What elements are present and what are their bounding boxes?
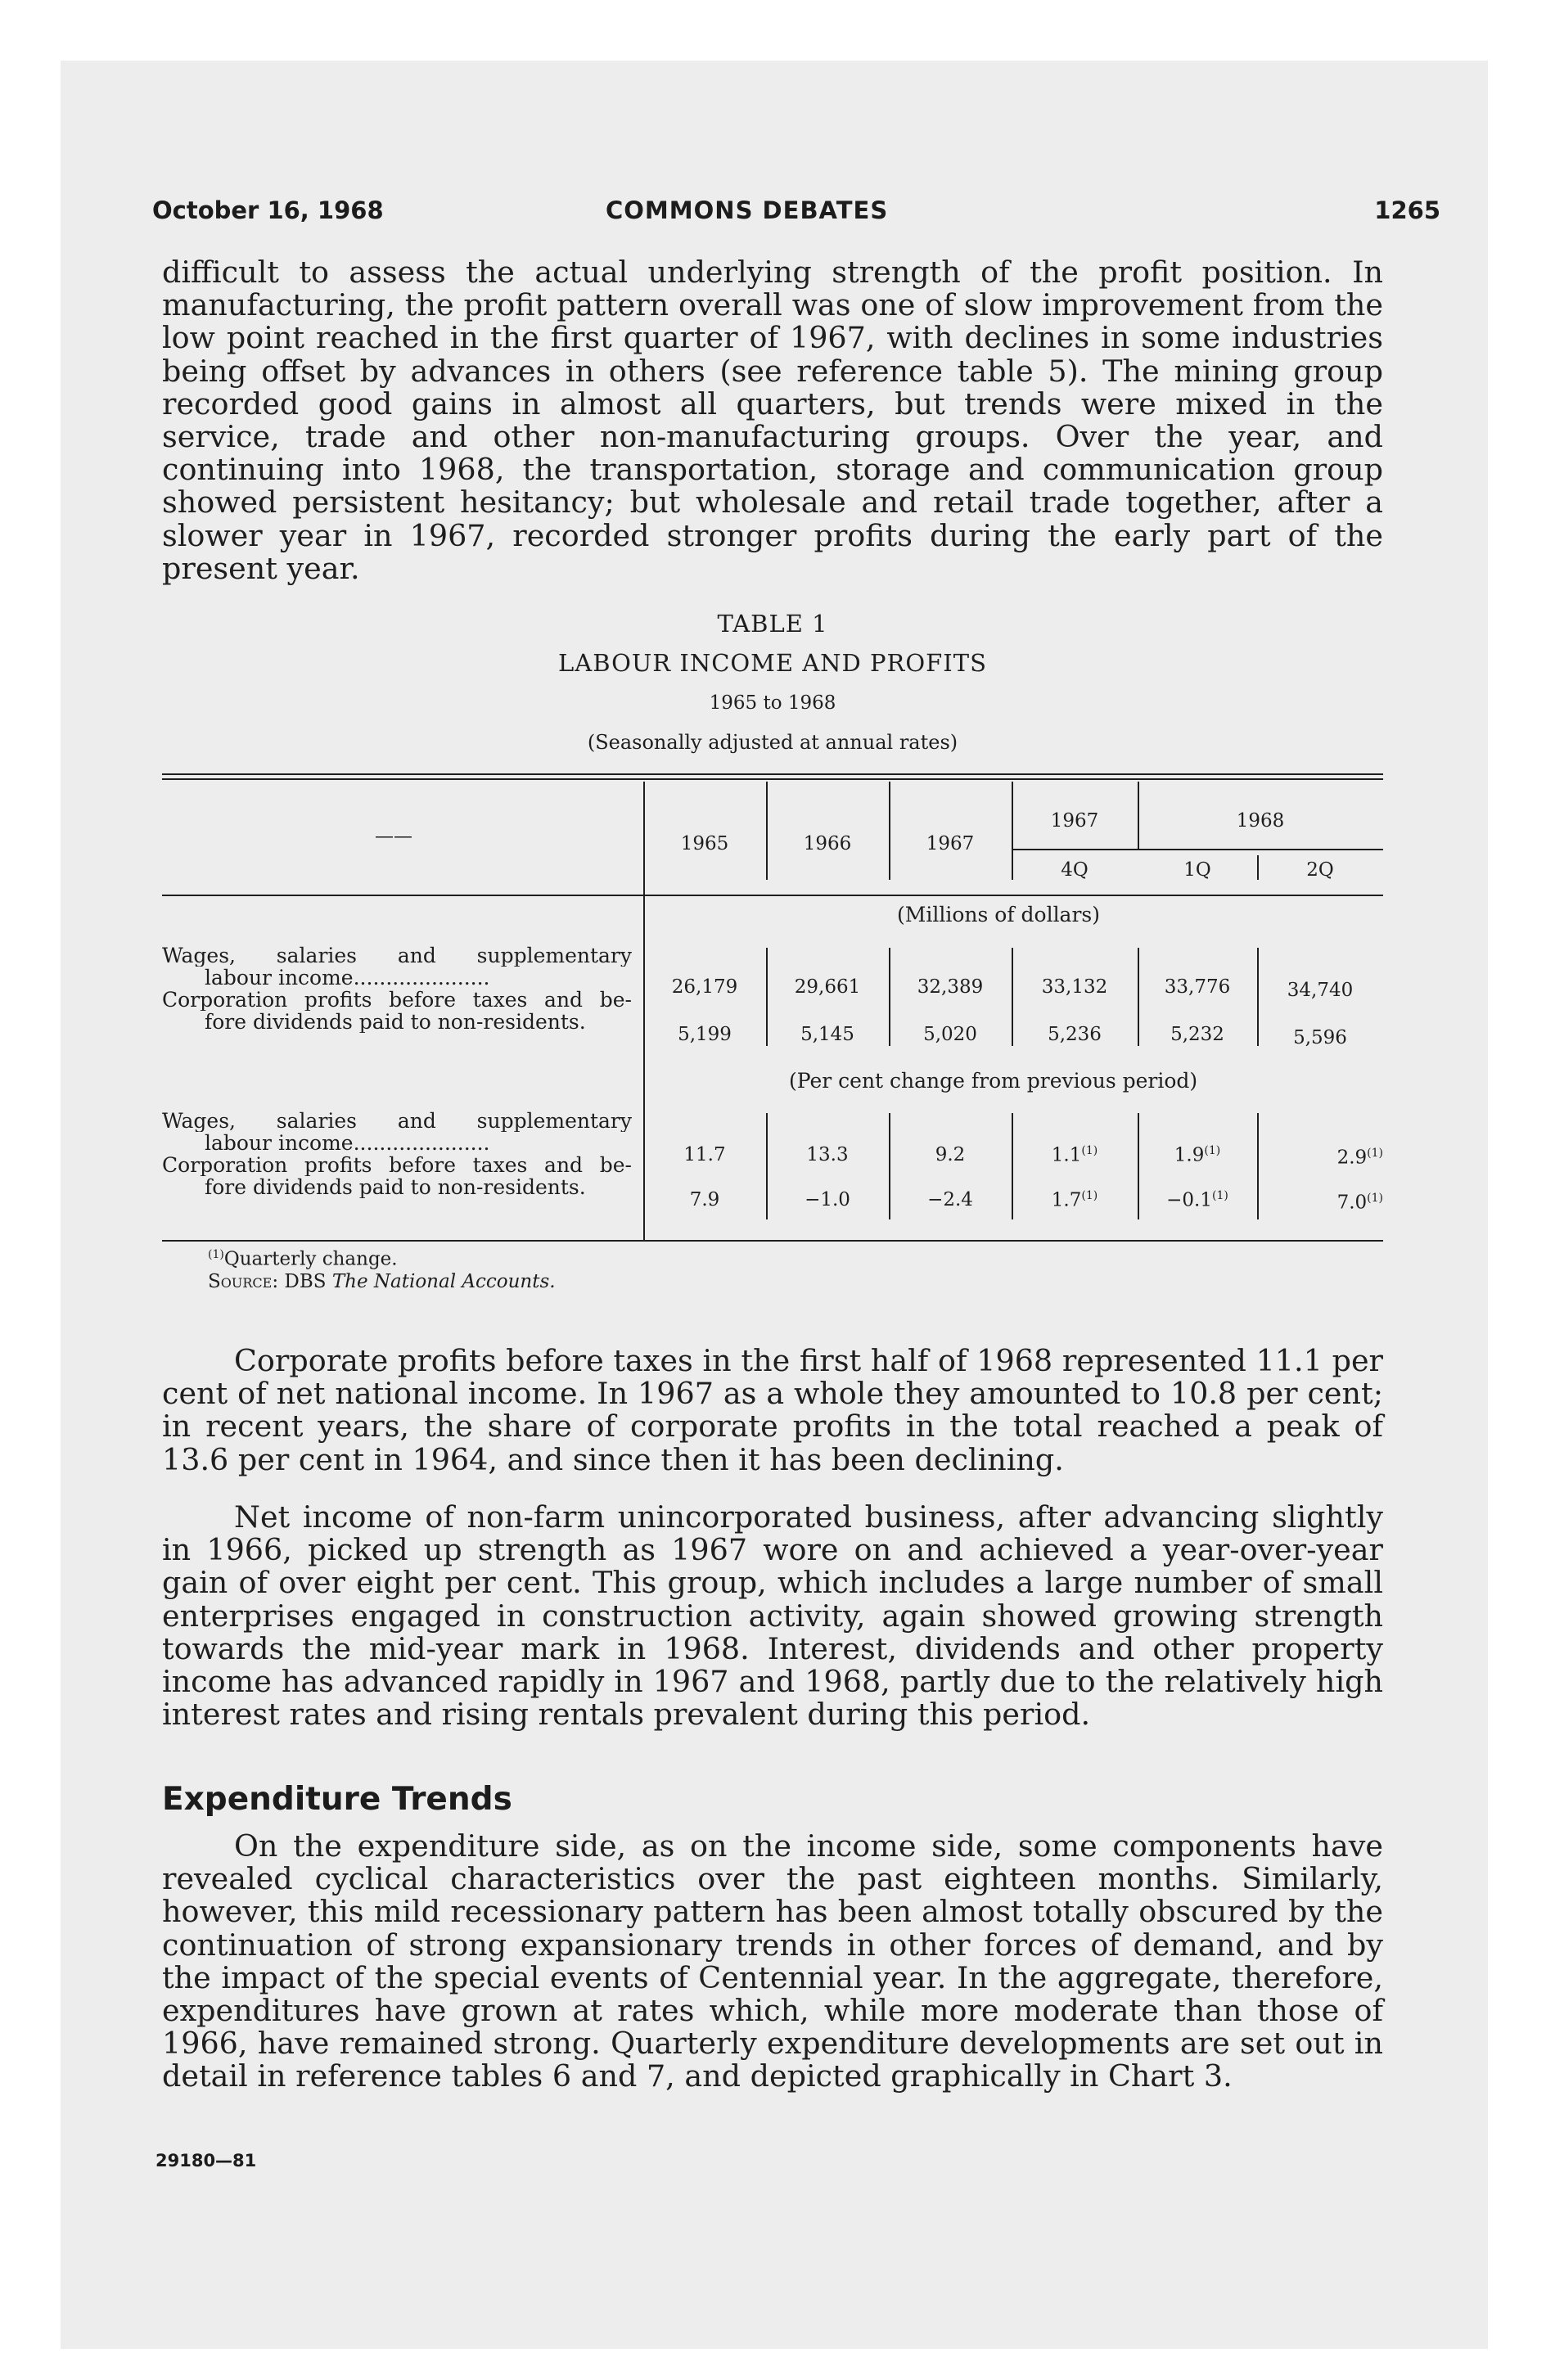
- value: −0.1: [1166, 1189, 1212, 1211]
- unit-label-millions: (Millions of dollars): [897, 903, 1100, 926]
- footnote-marker: (1): [1204, 1144, 1221, 1157]
- cell-wages-1967-4q: 33,132: [1041, 976, 1108, 998]
- cell-wages-1965: 26,179: [671, 976, 738, 998]
- row-label-corp-change-line2: fore dividends paid to non-residents.: [205, 1176, 586, 1198]
- cell-corp-change-1967-4q: [1012, 1189, 1138, 1211]
- row-label-wages: [162, 944, 632, 989]
- footnote-text: Quarterly change.: [223, 1248, 398, 1270]
- section-heading: Expenditure Trends: [162, 1781, 512, 1818]
- table-title: LABOUR INCOME AND PROFITS: [558, 649, 987, 677]
- row-label-corp-change: [162, 1154, 632, 1198]
- row-label-wages-change-line1: Wages, salaries and supplementary: [162, 1110, 632, 1132]
- footnote-marker: (1): [1367, 1147, 1383, 1160]
- header-date: October 16, 1968: [152, 196, 384, 224]
- row-label-wages-line1: Wages, salaries and supplementary: [162, 944, 632, 967]
- cell-corp-1966: 5,145: [800, 1024, 854, 1045]
- table-number: TABLE 1: [717, 610, 828, 638]
- row-label-wages-change-line2: labour income.....................: [205, 1132, 490, 1154]
- cell-corp-1968-2q: 5,596: [1293, 1027, 1347, 1048]
- row-label-corp-line2: fore dividends paid to non-residents.: [205, 1011, 586, 1033]
- cell-wages-change-1965: 11.7: [683, 1144, 726, 1165]
- table-footnote: [208, 1248, 398, 1270]
- paragraph-intro: difficult to assess the actual underlying strength of the profit position. In manufacturing, the profit pattern overall was one of slow improvement from the low point reached in the first quarter of 1967, with declines in some industries being offset by advances in others (see reference table 5). The mining group recorded good gains in almost all quarters, but trends were mixed in the service, trade and other non-manufacturing groups. Over the year, and continuing into 1968, the transportation, storage and communication group showed persistent hesitancy; but wholesale and retail trade together, after a slower year in 1967, recorded stronger profits during the early part of the present year.: [162, 255, 1383, 586]
- source-separator: : DBS: [272, 1271, 332, 1292]
- source-label: Source: [208, 1271, 273, 1292]
- value: 1.1: [1051, 1144, 1082, 1166]
- value: 7.0: [1336, 1192, 1368, 1214]
- table-note: (Seasonally adjusted at annual rates): [587, 731, 958, 754]
- cell-wages-1967: 32,389: [917, 976, 984, 998]
- col-header-1q: 1Q: [1183, 859, 1211, 881]
- source-title: The National Accounts.: [331, 1271, 556, 1292]
- col-header-4q: 4Q: [1061, 859, 1089, 881]
- footnote-marker: (1): [1081, 1189, 1098, 1202]
- table-col-divider-3: [889, 782, 890, 880]
- value: 2.9: [1336, 1147, 1368, 1169]
- cell-wages-change-1966: 13.3: [806, 1144, 849, 1165]
- cell-wages-change-1968-1q: [1138, 1144, 1257, 1166]
- row-label-wages-line2: labour income.....................: [205, 967, 490, 989]
- footnote-marker: (1): [1081, 1144, 1098, 1157]
- header-page-number: 1265: [1374, 196, 1440, 224]
- table-header-rule: [162, 895, 1383, 896]
- cell-wages-1966: 29,661: [794, 976, 861, 998]
- unit-label-change: (Per cent change from previous period): [789, 1069, 1198, 1093]
- col-header-1968: 1968: [1236, 810, 1285, 832]
- paragraph-net-income: Net income of non-farm unincorporated business, after advancing slightly in 1966, picked up strength as 1967 wore on and achieved a year-over-year gain of over eight per cent. This group, which includes a large number of small enterprises engaged in construction activity, again showed growing strength towards the mid-year mark in 1968. Interest, dividends and other property income has advanced rapidly in 1967 and 1968, partly due to the relatively high interest rates and rising rentals prevalent during this period.: [162, 1499, 1383, 1733]
- table-col-divider-2: [766, 782, 768, 880]
- row-label-corp-line1: Corporation profits before taxes and be-: [162, 989, 632, 1011]
- table-stub-header: ——: [375, 826, 412, 847]
- col-header-2q: 2Q: [1306, 859, 1334, 881]
- row-label-wages-change: [162, 1110, 632, 1154]
- footnote-marker: (1): [208, 1248, 224, 1261]
- paragraph-expenditure: On the expenditure side, as on the income side, some components have revealed cyclical characteristics over the past eighteen months. Similarly, however, this mild recessionary pattern has been almost totally obscured by the continuation of strong expansionary trends in other forces of demand, and by the impact of the special events of Centennial year. In the aggregate, therefore, expenditures have grown at rates which, while more moderate than those of 1966, have remained strong. Quarterly expenditure developments are set out in detail in reference tables 6 and 7, and depicted graphically in Chart 3.: [162, 1828, 1383, 2094]
- footnote-marker: (1): [1212, 1189, 1228, 1202]
- cell-corp-change-1965: 7.9: [689, 1189, 720, 1210]
- table-top-rule-second: [162, 778, 1383, 780]
- cell-wages-change-1967: 9.2: [935, 1144, 966, 1165]
- col-header-1966: 1966: [803, 833, 852, 854]
- cell-corp-1967: 5,020: [923, 1024, 977, 1045]
- cell-wages-1968-1q: 33,776: [1164, 976, 1231, 998]
- row-label-corp-change-line1: Corporation profits before taxes and be-: [162, 1154, 632, 1176]
- col-header-1967-quarterly: 1967: [1050, 810, 1099, 832]
- page-header: [152, 196, 1440, 229]
- footnote-marker: (1): [1367, 1192, 1383, 1205]
- printer-signature: 29180—81: [156, 2151, 257, 2170]
- cell-wages-change-1968-2q: [1257, 1147, 1383, 1169]
- row-label-corp-profits: [162, 989, 632, 1033]
- cell-corp-1968-1q: 5,232: [1170, 1024, 1224, 1045]
- table-source: [208, 1271, 556, 1292]
- cell-corp-change-1968-1q: [1138, 1189, 1257, 1211]
- table-top-rule: [162, 773, 1383, 775]
- table-years: 1965 to 1968: [709, 692, 836, 714]
- value: 1.9: [1174, 1144, 1205, 1166]
- cell-corp-change-1967: −2.4: [927, 1189, 973, 1210]
- cell-wages-1968-2q: 34,740: [1287, 980, 1354, 1001]
- header-journal-title: COMMONS DEBATES: [606, 196, 889, 224]
- col-header-1967: 1967: [926, 833, 975, 854]
- cell-corp-change-1968-2q: [1257, 1192, 1383, 1214]
- cell-corp-1967-4q: 5,236: [1048, 1024, 1102, 1045]
- cell-corp-change-1966: −1.0: [805, 1189, 850, 1210]
- paragraph-corporate-profits: Corporate profits before taxes in the first half of 1968 represented 11.1 per cent of net national income. In 1967 as a whole they amounted to 10.8 per cent; in recent years, the share of corporate profits in the total reached a peak of 13.6 per cent in 1964, and since then it has been declining.: [162, 1343, 1383, 1477]
- col-header-1965: 1965: [680, 833, 729, 854]
- cell-wages-change-1967-4q: [1012, 1144, 1138, 1166]
- table-subheader-rule: [1012, 849, 1383, 850]
- table-bottom-rule: [162, 1240, 1383, 1242]
- value: 1.7: [1051, 1189, 1082, 1211]
- cell-corp-1965: 5,199: [678, 1024, 732, 1045]
